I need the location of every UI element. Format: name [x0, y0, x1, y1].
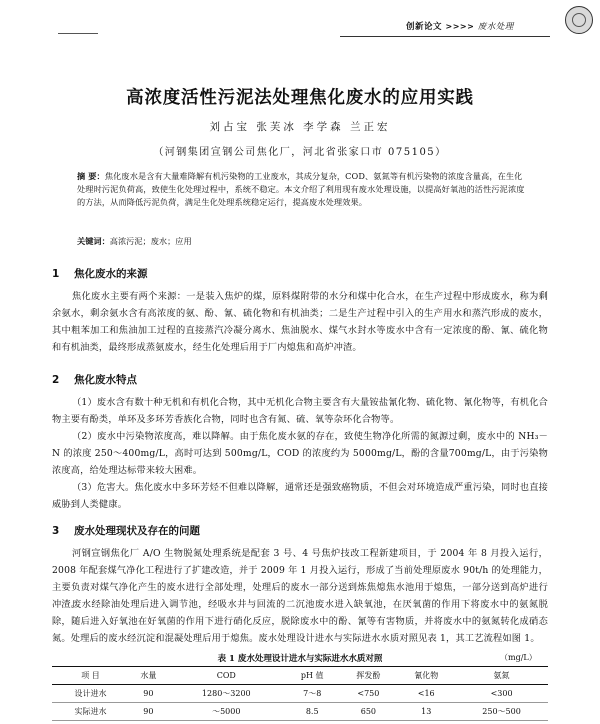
table-header-cell: COD	[216, 671, 236, 680]
table-header-cell: 项 目	[81, 671, 100, 680]
running-head	[406, 20, 514, 32]
section-title: 废水处理现状及存在的问题	[74, 525, 200, 537]
section-number: 2	[52, 374, 60, 386]
table-cell: 90	[129, 703, 168, 721]
paragraph: 焦化废水主要有两个来源：一是装入焦炉的煤，原料煤附带的水分和煤中化合水，在生产过程中形成废水，称为剩余氨水，剩余氨水含有高浓度的氨、酚、氰、硫化物和有机油类；二是生产过程中引入的生产用水和蒸汽形成的废水，其中粗苯加工和焦油加工过程的直接蒸汽冷凝分离水、焦油脱水、煤气水封水等废水中含有一定浓度的酚、氰、硫化物和有机油类，最终形成蒸氨废水，经生化处理后用于厂内熄焦和高炉冲渣。	[52, 291, 548, 353]
table-header-cell: 氰化物	[414, 671, 439, 680]
paragraph: 废水经除油处理后进入调节池，经吸水井与回流的二沉池废水进入缺氧池，在厌氧菌的作用下将废水中的氨氮脱除，随后进入好氧池在好氧菌的作用下进行硝化反应，脱除废水中的酚、氰等有害物质，并将废水中的氨氮转化成硝态氮。处理后的废水经沉淀和混凝处理后用于熄焦。废水处理设计进水与实际进水水质对照见表 1，其工艺流程如图 1。	[52, 599, 548, 644]
abstract-text: 焦化废水是含有大量难降解有机污染物的工业废水，其成分复杂，COD、氨氮等有机污染物的浓度含量高，在生化处理时污泥负荷高，致使生化处理过程中，系统不稳定。本文介绍了利用现有废水处理设施，以提高好氧池的活性污泥浓度的方法，从而降低污泥负荷，满足生化处理系统稳定运行，提高废水处理效果。	[77, 171, 525, 207]
section-title: 焦化废水的来源	[74, 268, 148, 280]
table-unit: （mg/L）	[500, 653, 537, 662]
table-header-cell: 水量	[140, 671, 157, 680]
abstract	[77, 170, 529, 209]
keywords-text: 高浓污泥；废水；应用	[109, 236, 192, 246]
section-heading	[52, 523, 200, 538]
table-cell: 设计进水	[52, 685, 129, 703]
table-cell: ～5000	[168, 703, 285, 721]
paragraph: （1）废水含有数十种无机和有机化合物，其中无机化合物主要含有大量铵盐氰化物、硫化物、氰化物等，有机化合物主要有酚类，单环及多环芳香族化合物，同时也含有氮、硫、氧等杂环化合物等。	[52, 397, 548, 425]
table-cell: 250～500	[455, 703, 548, 721]
table-row	[52, 703, 548, 721]
table-cell: 7～8	[285, 685, 340, 703]
table-cell: 8.5	[285, 703, 340, 721]
article-title: 高浓度活性污泥法处理焦化废水的应用实践	[126, 88, 474, 108]
table-row	[52, 685, 548, 703]
table-header-row	[52, 667, 548, 685]
section-heading	[52, 372, 137, 387]
article-affiliation: （河钢集团宣钢公司焦化厂，河北省张家口市 075105）	[153, 147, 447, 158]
water-quality-table	[52, 666, 548, 721]
paragraph: （3）危害大。焦化废水中多环芳烃不但难以降解，通常还是强致癌物质，不但会对环境造成严重污染，同时也直接威胁到人类健康。	[52, 482, 548, 510]
topic-name: 废水处理	[477, 22, 514, 32]
header-left-rule	[58, 33, 98, 34]
section-number: 3	[52, 525, 60, 537]
table-caption: 表 1 废水处理设计进水与实际进水水质对照	[217, 654, 383, 664]
table-cell: 90	[129, 685, 168, 703]
table-cell: <300	[455, 685, 548, 703]
table-header-cell: pH 值	[300, 671, 324, 680]
column-name: 创新论文	[406, 22, 443, 32]
table-cell: <16	[397, 685, 455, 703]
section-title: 焦化废水特点	[74, 374, 137, 386]
arrows-icon: >>>>	[445, 22, 475, 31]
table-cell: 1280～3200	[168, 685, 285, 703]
table-cell: 650	[339, 703, 397, 721]
paragraph: 河钢宣钢焦化厂 A/O 生物脱氮处理系统是配套 3 号、4 号焦炉技改工程新建项目，于 2004 年 8 月投入运行，2008 年配套煤气净化工程进行了扩建改造，并于 2009 年 1 月投入运行，形成了当前处理原废水 90t/h 的处理能力，主要负责对煤气净化产生的废水进行全部处理，处理后的废水一部分送到炼焦熄焦水池用于熄焦，一部分送到高炉进行冲渣。	[52, 548, 548, 610]
keywords-label: 关键词：	[77, 236, 110, 246]
table-header-cell: 氨氮	[493, 671, 510, 680]
table-header-cell: 挥发酚	[356, 671, 381, 680]
header-right-rule	[340, 36, 550, 37]
table-cell: 实际进水	[52, 703, 129, 721]
keywords	[77, 236, 529, 247]
abstract-label: 摘 要：	[77, 171, 105, 181]
table-cell: 13	[397, 703, 455, 721]
table-cell: <750	[339, 685, 397, 703]
section-number: 1	[52, 268, 60, 280]
seal-emblem-icon	[565, 6, 593, 34]
paragraph: （2）废水中污染物浓度高，难以降解。由于焦化废水氨的存在，致使生物净化所需的氮源过剩，废水中的 NH₃－N 的浓度 250～400mg/L，高时可达到 500mg/L，COD 的浓度约为 5000mg/L，酚的含量700mg/L，由于污染物浓度高，给处理达标带来较大困难。	[52, 431, 548, 476]
article-authors: 刘占宝 张芙冰 李学森 兰正宏	[209, 121, 391, 133]
section-heading	[52, 266, 148, 281]
